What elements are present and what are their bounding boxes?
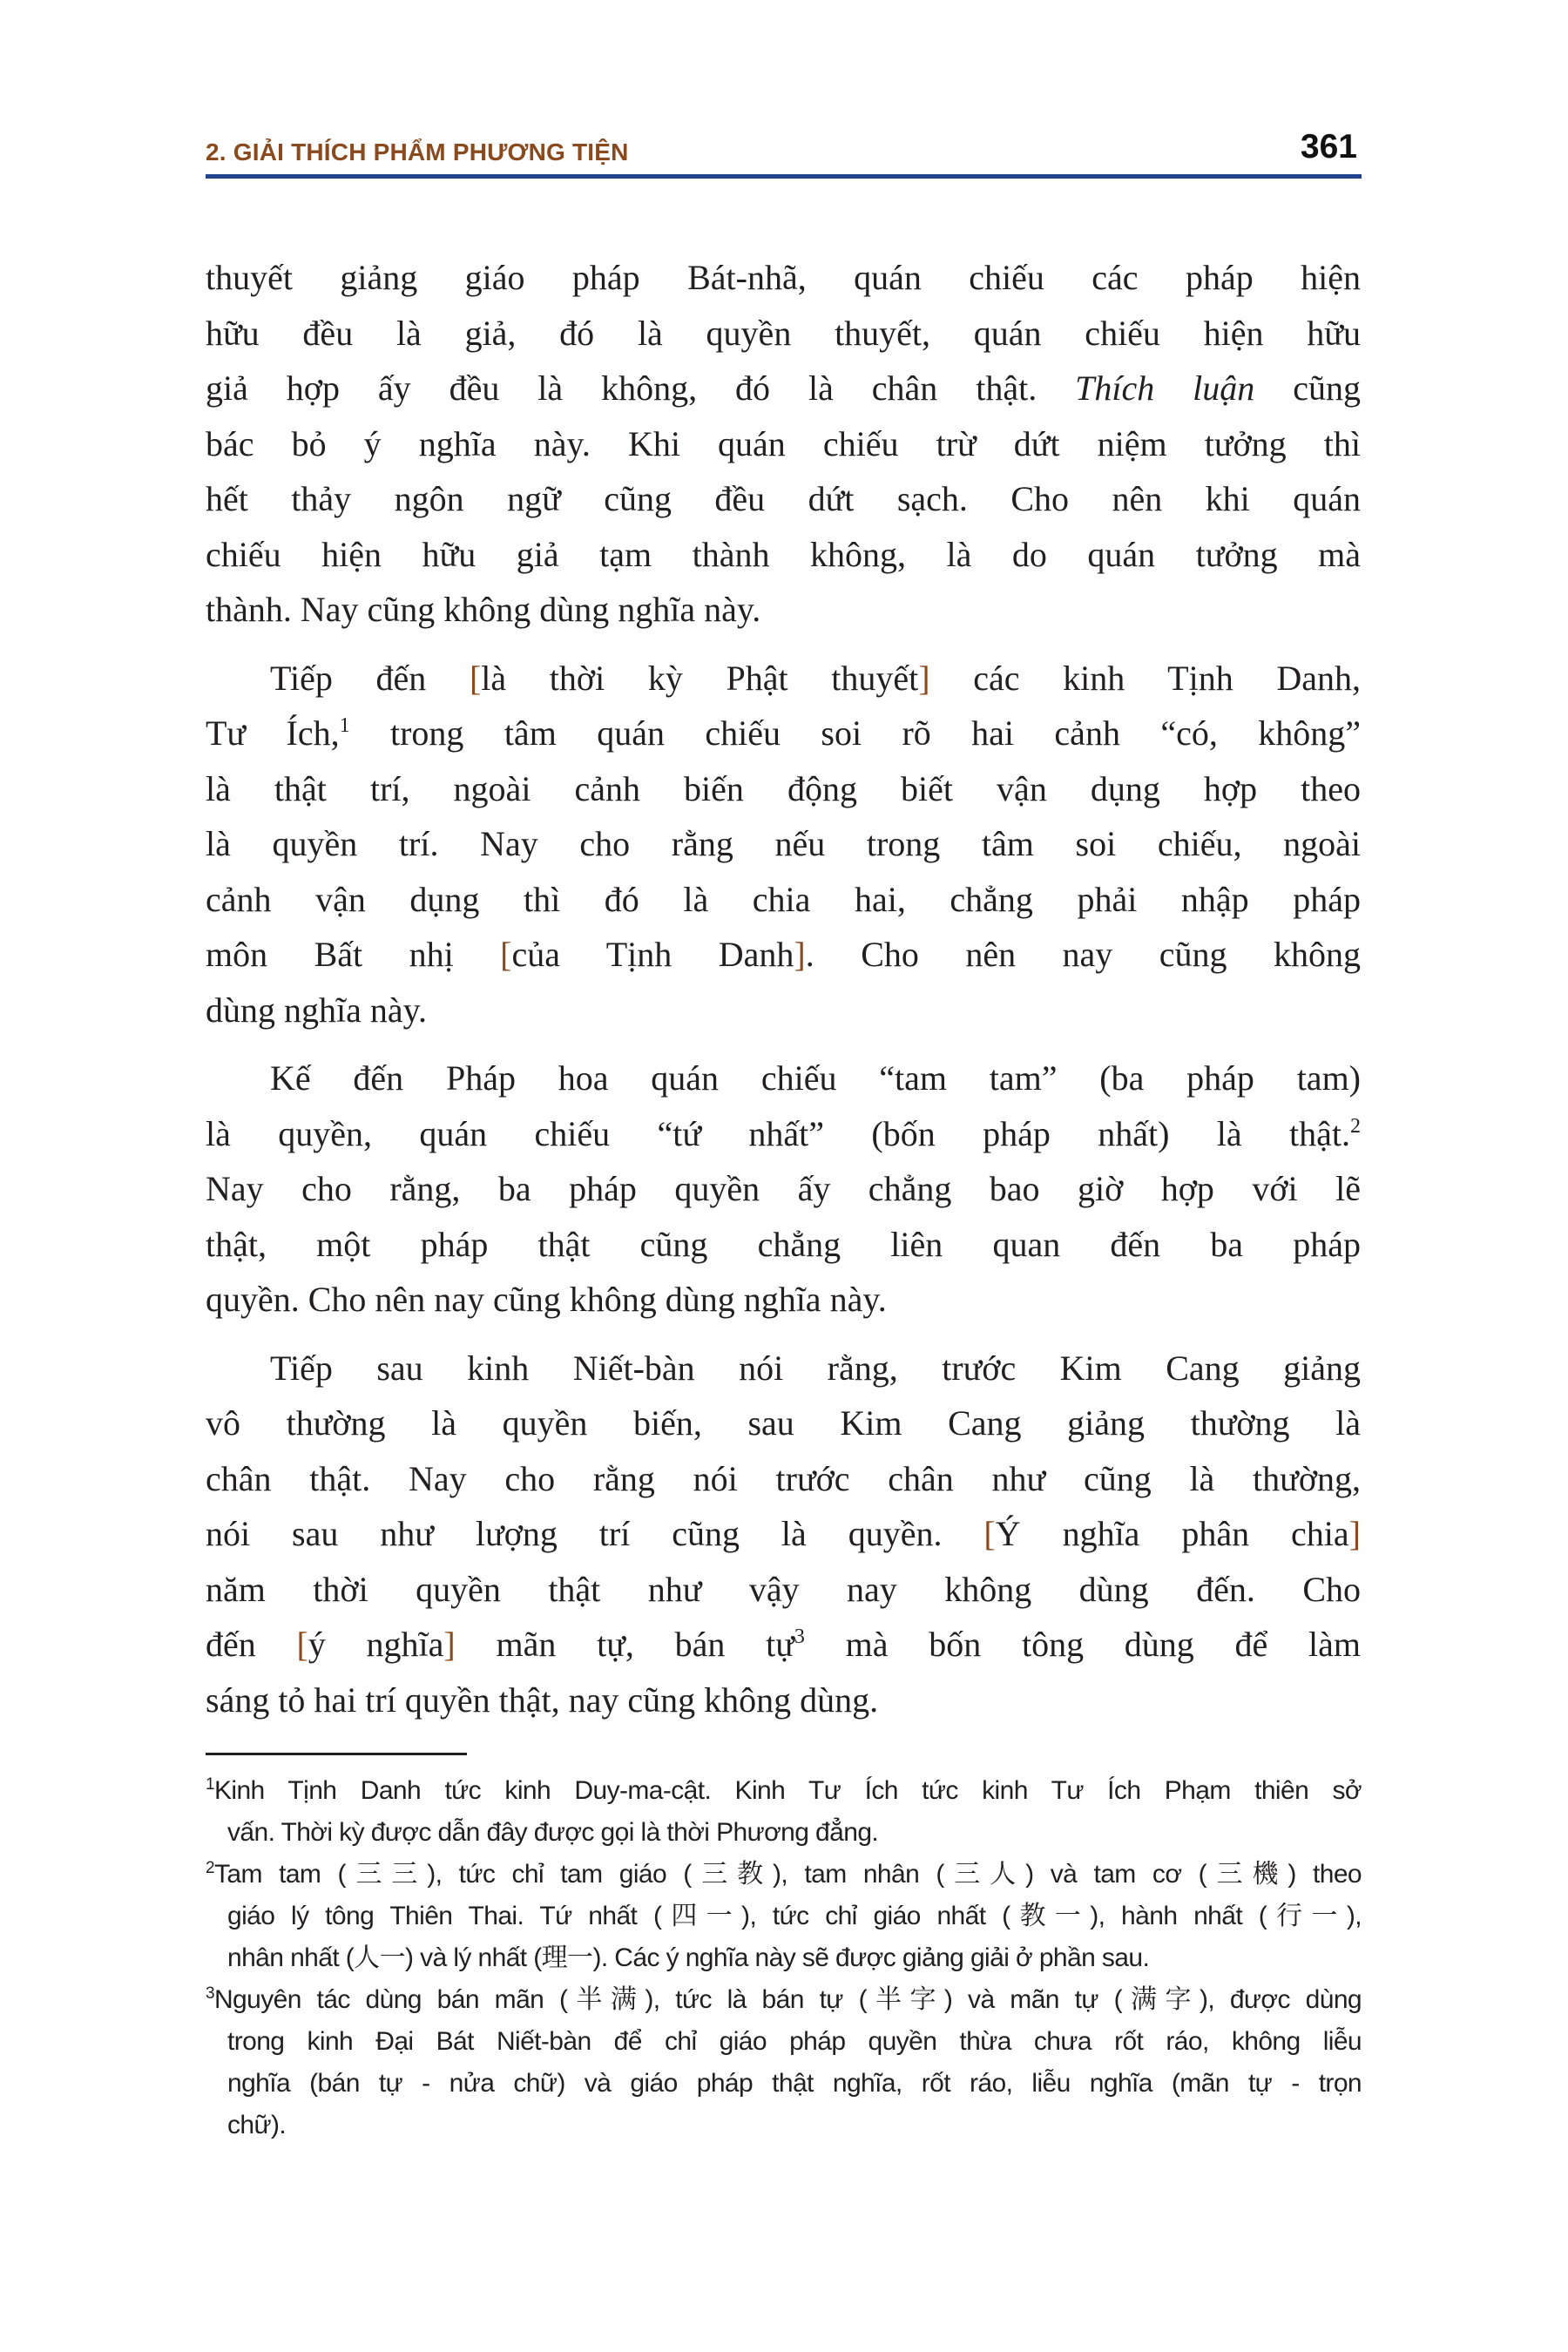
- text-line: [206, 1562, 1361, 1618]
- text-run: nói sau như lượng trí cũng là quyền.: [206, 1514, 984, 1553]
- footnote-text: chữ).: [227, 2111, 287, 2139]
- text-line: [206, 983, 1361, 1038]
- text-line: [206, 1051, 1361, 1106]
- text-line: [206, 1341, 1361, 1396]
- footnote-line: [206, 1937, 1362, 1979]
- text-run: Nay cho rằng, ba pháp quyền ấy chẳng bao giờ hợp với lẽ: [206, 1169, 1361, 1208]
- footnote-line: [206, 1812, 1362, 1854]
- text-run: giả hợp ấy đều là không, đó là chân thật.: [206, 368, 1076, 408]
- text-run: ý nghĩa: [308, 1625, 444, 1664]
- text-run: mãn tự, bán tự: [455, 1625, 794, 1664]
- text-run: hữu đều là giả, đó là quyền thuyết, quán chiếu hiện hữu: [206, 313, 1361, 353]
- text-run: thành. Nay cũng không dùng nghĩa này.: [206, 590, 761, 629]
- editorial-bracket: ]: [1348, 1514, 1361, 1553]
- editorial-bracket: [: [983, 1514, 996, 1553]
- footnote-line: [206, 1979, 1362, 2021]
- text-line: [206, 527, 1361, 583]
- text-line: [206, 872, 1361, 928]
- text-run: môn Bất nhị: [206, 935, 501, 974]
- italic-title: Thích luận: [1075, 368, 1255, 408]
- footnote-number: 1: [206, 1775, 214, 1794]
- footnote-text: Kinh Tịnh Danh tức kinh Duy-ma-cật. Kinh Tư Ích tức kinh Tư Ích Phạm thiên sở: [213, 1776, 1362, 1805]
- text-run: thuyết giảng giáo pháp Bát-nhã, quán chiếu các pháp hiện: [206, 258, 1361, 297]
- text-line: [206, 1673, 1361, 1728]
- paragraph: [206, 651, 1361, 1038]
- text-run: là thời kỳ Phật thuyết: [481, 658, 919, 698]
- text-line: [206, 471, 1361, 527]
- text-line: [206, 306, 1361, 362]
- footnote-text: trong kinh Đại Bát Niết-bàn để chỉ giáo pháp quyền thừa chưa rốt ráo, không liễu: [227, 2027, 1362, 2056]
- text-line: [206, 1161, 1361, 1217]
- running-header-title: 2. GIẢI THÍCH PHẨM PHƯƠNG TIỆN: [206, 139, 629, 166]
- text-run: trong tâm quán chiếu soi rõ hai cảnh “có, không”: [349, 713, 1361, 753]
- footnote: [206, 1770, 1362, 1854]
- footnote-line: [206, 1854, 1362, 1896]
- text-run: đến: [206, 1625, 297, 1664]
- footnote: [206, 1854, 1362, 1979]
- footnote-text: giáo lý tông Thiên Thai. Tứ nhất (四一), tức chỉ giáo nhất (教一), hành nhất (行一),: [227, 1902, 1362, 1930]
- footnote-text: nghĩa (bán tự - nửa chữ) và giáo pháp thật nghĩa, rốt ráo, liễu nghĩa (mãn tự - trọn: [227, 2069, 1362, 2098]
- text-run: Tiếp sau kinh Niết-bàn nói rằng, trước Kim Cang giảng: [270, 1348, 1361, 1388]
- text-line: [206, 416, 1361, 472]
- text-run: sáng tỏ hai trí quyền thật, nay cũng không dùng.: [206, 1680, 879, 1720]
- text-line: [206, 651, 1361, 706]
- footnote-line: [206, 2063, 1362, 2105]
- paragraph: [206, 250, 1361, 638]
- text-run: hết thảy ngôn ngữ cũng đều dứt sạch. Cho nên khi quán: [206, 479, 1361, 518]
- footnote-text: Tam tam (三三), tức chỉ tam giáo (三教), tam nhân (三人) và tam cơ (三機) theo: [213, 1860, 1362, 1889]
- text-run: mà bốn tông dùng để làm: [804, 1625, 1361, 1664]
- text-run: cảnh vận dụng thì đó là chia hai, chẳng phải nhập pháp: [206, 879, 1361, 919]
- text-run: Kế đến Pháp hoa quán chiếu “tam tam” (ba pháp tam): [270, 1058, 1361, 1098]
- text-line: [206, 816, 1361, 872]
- text-run: bác bỏ ý nghĩa này. Khi quán chiếu trừ dứt niệm tưởng thì: [206, 423, 1361, 463]
- footnote-line: [206, 2105, 1362, 2146]
- footnote-text: vấn. Thời kỳ được dẫn đây được gọi là thời Phương đẳng.: [227, 1818, 879, 1847]
- text-run: chân thật. Nay cho rằng nói trước chân như cũng là thường,: [206, 1458, 1361, 1498]
- text-run: là thật trí, ngoài cảnh biến động biết vận dụng hợp theo: [206, 768, 1361, 808]
- footnote-text: Nguyên tác dùng bán mãn (半满), tức là bán tự (半字) và mãn tự (满字), được dùng: [213, 1985, 1362, 2014]
- text-run: vô thường là quyền biến, sau Kim Cang giảng thường là: [206, 1403, 1361, 1443]
- footnote-reference[interactable]: 2: [1350, 1114, 1361, 1138]
- text-line: [206, 706, 1361, 761]
- text-line: [206, 361, 1361, 416]
- footnote-line: [206, 1770, 1362, 1812]
- text-run: các kinh Tịnh Danh,: [929, 658, 1362, 698]
- text-run: dùng nghĩa này.: [206, 990, 428, 1030]
- editorial-bracket: ]: [794, 935, 806, 974]
- editorial-bracket: ]: [443, 1625, 456, 1664]
- paragraph: [206, 1051, 1361, 1328]
- footnote-separator: [206, 1753, 467, 1755]
- text-run: Tư Ích,: [206, 713, 340, 753]
- text-run: là quyền trí. Nay cho rằng nếu trong tâm soi chiếu, ngoài: [206, 824, 1361, 863]
- editorial-bracket: [: [500, 935, 512, 974]
- text-line: [206, 250, 1361, 306]
- text-line: [206, 1451, 1361, 1507]
- text-run: Ý nghĩa phân chia: [995, 1514, 1349, 1553]
- footnotes: [206, 1770, 1362, 2146]
- footnote: [206, 1979, 1362, 2146]
- text-line: [206, 761, 1361, 817]
- header-rule: [206, 174, 1362, 179]
- text-run: thật, một pháp thật cũng chẳng liên quan đến ba pháp: [206, 1224, 1361, 1264]
- text-line: [206, 1272, 1361, 1328]
- text-run: của Tịnh Danh: [511, 935, 794, 974]
- page-number: 361: [1300, 128, 1357, 166]
- footnote-line: [206, 1896, 1362, 1937]
- footnote-line: [206, 2021, 1362, 2063]
- text-run: . Cho nên nay cũng không: [805, 935, 1361, 974]
- text-line: [206, 582, 1361, 638]
- text-line: [206, 1617, 1361, 1673]
- text-line: [206, 1217, 1361, 1273]
- footnote-number: 2: [206, 1859, 214, 1877]
- text-run: quyền. Cho nên nay cũng không dùng nghĩa này.: [206, 1280, 887, 1319]
- text-line: [206, 927, 1361, 983]
- footnote-reference[interactable]: 1: [339, 714, 350, 737]
- text-run: là quyền, quán chiếu “tứ nhất” (bốn pháp nhất) là thật.: [206, 1113, 1350, 1153]
- text-run: chiếu hiện hữu giả tạm thành không, là do quán tưởng mà: [206, 534, 1361, 574]
- editorial-bracket: [: [469, 658, 482, 698]
- text-run: Tiếp đến: [270, 658, 470, 698]
- text-line: [206, 1396, 1361, 1451]
- paragraph: [206, 1341, 1361, 1728]
- footnote-reference[interactable]: 3: [794, 1625, 805, 1648]
- footnote-number: 3: [206, 1984, 214, 2003]
- footnote-text: nhân nhất (人一) và lý nhất (理一). Các ý nghĩa này sẽ được giảng giải ở phần sau.: [227, 1943, 1150, 1972]
- editorial-bracket: [: [296, 1625, 308, 1664]
- editorial-bracket: ]: [918, 658, 930, 698]
- text-line: [206, 1106, 1361, 1162]
- text-line: [206, 1506, 1361, 1562]
- text-run: năm thời quyền thật như vậy nay không dùng đến. Cho: [206, 1569, 1361, 1609]
- text-run: cũng: [1254, 368, 1361, 408]
- body-text: [206, 250, 1361, 1727]
